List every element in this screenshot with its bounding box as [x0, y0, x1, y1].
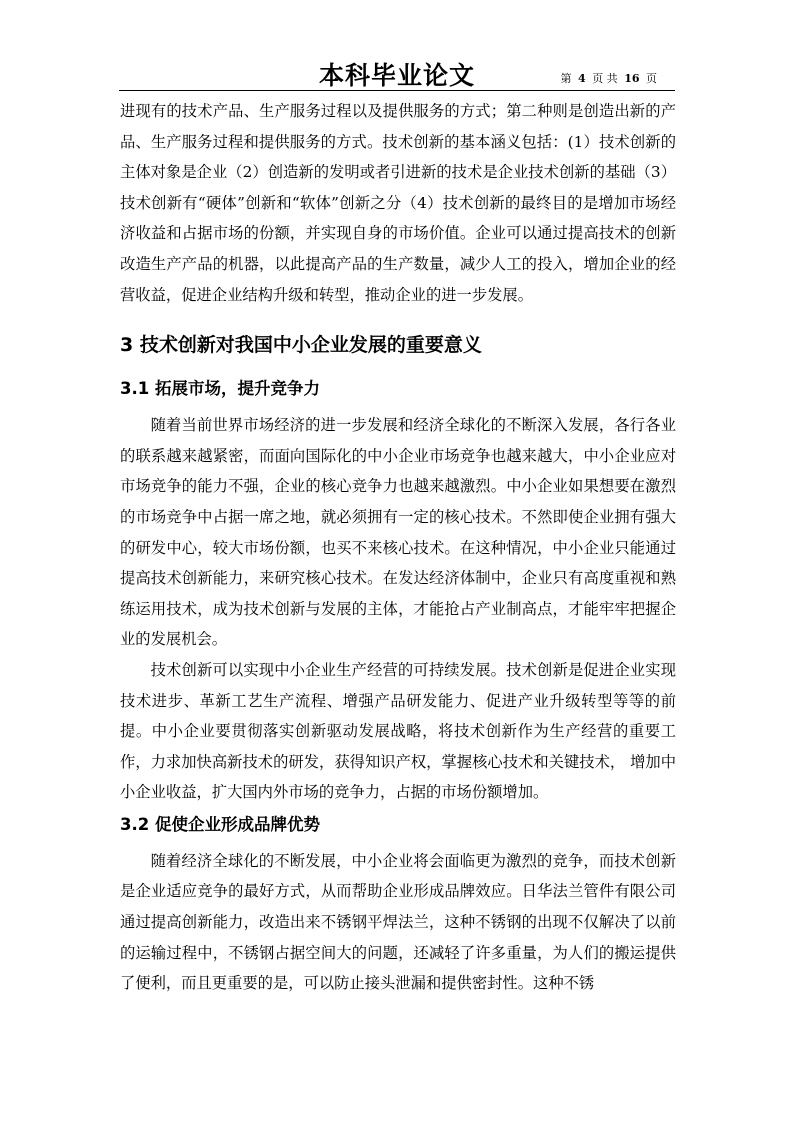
page-prefix: 第: [560, 72, 572, 85]
paragraph: 随着经济全球化的不断发展，中小企业将会面临更为激烈的竞争，而技术创新是企业适应竞争的最好方式，从而帮助企业形成品牌效应。日华法兰管件有限公司通过提高创新能力，改造出来不锈钢平焊法兰，这种不锈钢的出现不仅解决了以前的运输过程中，不锈钢占据空间大的问题，还减轻了许多重量，为人们的搬运提供了便利，而且更重要的是，可以防止接头泄漏和提供密封性。这种不锈: [120, 851, 676, 993]
subsection-heading: 3.2 促使企业形成品牌优势: [120, 814, 320, 834]
page-header: [119, 54, 675, 91]
header-title: 本科毕业论文: [318, 61, 475, 90]
page-total: 16: [624, 72, 640, 85]
page-suffix: 页: [646, 72, 657, 85]
page-middle: 页 共: [592, 72, 618, 85]
paragraph: 随着当前世界市场经济的进一步发展和经济全球化的不断深入发展，各行各业的联系越来越紧密，而面向国际化的中小企业市场竞争也越来越大，中小企业应对市场竞争的能力不强，企业的核心竞争力也越来越激烈。中小企业如果想要在激烈的市场竞争中占据一席之地，就必须拥有一定的核心技术。不然即使企业拥有强大的研发中心，较大市场份额，也买不来核心技术。在这种情况，中小企业只能通过提高技术创新能力，来研究核心技术。在发达经济体制中，企业只有高度重视和熟练运用技术，成为技术创新与发展的主体，才能抢占产业制高点，才能牢牢把握企业的发展机会。: [120, 416, 676, 649]
document-body: [120, 96, 676, 999]
paragraph: 技术创新可以实现中小企业生产经营的可持续发展。技术创新是促进企业实现技术进步、革新工艺生产流程、增强产品研发能力、促进产业升级转型等等的前提。中小企业要贯彻落实创新驱动发展战略，将技术创新作为生产经营的重要工作，力求加快高新技术的研发，获得知识产权，掌握核心技术和关键技术， 增加中小企业收益，扩大国内外市场的竞争力，占据的市场份额增加。: [120, 660, 676, 802]
section-heading: 3 技术创新对我国中小企业发展的重要意义: [120, 334, 482, 357]
subsection-heading: 3.1 拓展市场，提升竞争力: [120, 379, 320, 399]
page-current: 4: [578, 72, 586, 85]
page-number-indicator: [561, 70, 657, 86]
paragraph: 进现有的技术产品、生产服务过程以及提供服务的方式；第二种则是创造出新的产品、生产服务过程和提供服务的方式。技术创新的基本涵义包括：(1）技术创新的主体对象是企业（2）创造新的发明或者引进新的技术是企业技术创新的基础（3）技术创新有“硬体”创新和“软体”创新之分（4）技术创新的最终目的是增加市场经济收益和占据市场的份额，并实现自身的市场价值。企业可以通过提高技术的创新改造生产产品的机器，以此提高产品的生产数量，减少人工的投入，增加企业的经营收益，促进企业结构升级和转型，推动企业的进一步发展。: [120, 102, 676, 304]
